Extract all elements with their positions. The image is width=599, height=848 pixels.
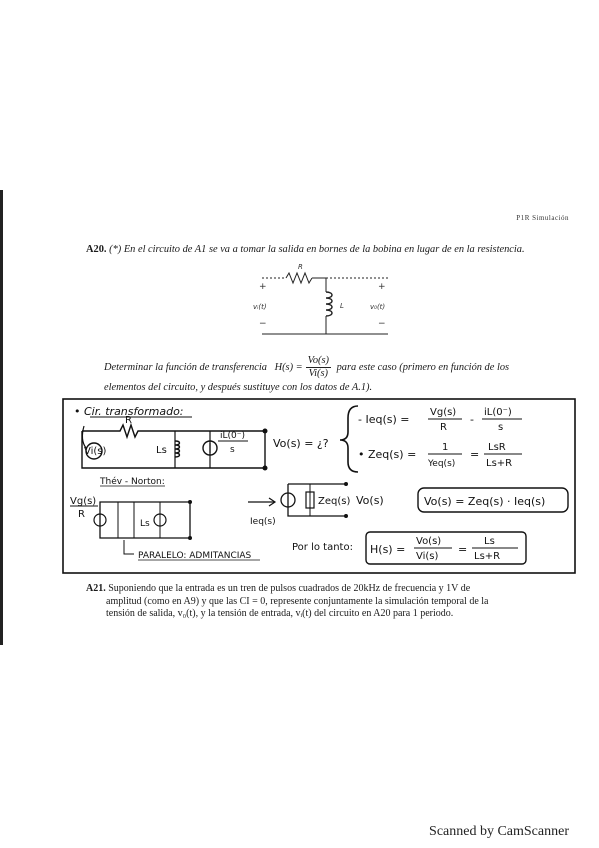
terminal-dot [188, 536, 192, 540]
ieq-den1: R [440, 422, 447, 433]
norton-circuit [94, 500, 192, 554]
h-fraction [306, 355, 331, 380]
r-label: R [298, 263, 303, 271]
vin-label: vᵢ(t) [253, 303, 267, 311]
output-plus: + [378, 282, 386, 292]
zeq-eq: = [470, 448, 480, 461]
terminal-dot [263, 429, 268, 434]
page-header: P1R Simulación [516, 214, 569, 222]
problem-number: A21. [86, 583, 106, 594]
ls-label: Ls [156, 445, 167, 456]
zeq-den2: Ls+R [486, 458, 513, 469]
ieq-label: Ieq(s) [250, 517, 276, 527]
zeq-num2: LsR [488, 442, 506, 453]
vout-label: v₀(t) [370, 303, 386, 311]
h-result-den1: Vi(s) [416, 551, 439, 562]
det-line2: elementos del circuito, y después sustituye con los datos de A.1). [104, 382, 373, 393]
h-result-num1: Vo(s) [416, 536, 442, 547]
transformed-circuit [82, 415, 329, 471]
h-denominator: Vi(s) [308, 368, 329, 379]
vi-label: Vi(s) [84, 446, 107, 457]
terminal-dot [344, 514, 348, 518]
ieq-num2: iL(0⁻) [484, 407, 512, 418]
equation-brace [340, 406, 358, 472]
a21-line2: amplitud (como en A9) y que las CI = 0, represente conjuntamente la simulación temporal de la [106, 595, 489, 607]
paralelo-admitancias: PARALELO: ADMITANCIAS [138, 551, 252, 561]
zeq-lhs: • Zeq(s) = [358, 448, 417, 461]
wire-top-mid [312, 278, 326, 292]
a21-line3: tensión de salida, v₀(t), y la tensión de entrada, vᵢ(t) del circuito en A20 para 1 periodo. [106, 608, 454, 619]
input-minus: − [259, 319, 267, 329]
ieq-lhs: - Ieq(s) = [358, 413, 410, 426]
il-denominator: s [230, 445, 235, 455]
il-numerator: iL(0⁻) [220, 431, 246, 441]
inductor-symbol [326, 292, 332, 316]
terminal-dot [263, 466, 268, 471]
terminal-dot [188, 500, 192, 504]
r-label-hand: R [125, 415, 132, 426]
l-label: L [340, 302, 344, 310]
hand-stroke [82, 426, 86, 448]
por-lo-tanto: Por lo tanto: [292, 542, 353, 553]
problem-a21 [86, 583, 573, 621]
ls-small-label: Ls [140, 519, 150, 529]
det-prefix: Determinar la función de transferencia [104, 361, 267, 373]
problem-a20 [86, 243, 573, 257]
input-plus: + [259, 282, 267, 292]
problem-number: A20. [86, 244, 107, 255]
camscanner-watermark: Scanned by CamScanner [429, 824, 569, 839]
det-suffix: para este caso (primero en función de los [336, 361, 510, 373]
zeq-label: Zeq(s) [318, 496, 351, 507]
vo-label-2: Vo(s) [356, 494, 384, 507]
rl-circuit-diagram [250, 262, 400, 344]
scan-edge-shadow [0, 190, 3, 645]
vg-label: Vg(s) [70, 496, 97, 507]
ieq-num1: Vg(s) [430, 407, 457, 418]
h-result-eq: = [458, 543, 468, 556]
problem-statement: (*) En el circuito de A1 se va a tomar la salida en bornes de la bobina en lugar de en la resistencia. [109, 244, 525, 255]
r-small-label: R [78, 509, 85, 520]
h-result-den2: Ls+R [474, 551, 501, 562]
thev-norton-label: Thév - Norton: [100, 477, 165, 487]
zeq-num1: 1 [442, 442, 449, 453]
paralelo-pointer [124, 540, 134, 554]
ieq-den2: s [498, 422, 504, 433]
transfer-function-statement [86, 355, 573, 395]
h-result-lhs: H(s) = [370, 543, 406, 556]
h-lhs: H(s) = [274, 361, 303, 373]
vo-question: Vo(s) = ¿? [273, 437, 329, 450]
zeq-den1: Yeq(s) [428, 459, 456, 469]
inductor-ls-symbol [175, 441, 180, 457]
output-minus: − [378, 319, 386, 329]
vo-result: Vo(s) = Zeq(s) · Ieq(s) [424, 495, 546, 508]
handwritten-solution [60, 396, 580, 578]
circuit-transformed-title: • Cir. transformado: [74, 405, 184, 418]
h-numerator: Vo(s) [307, 355, 329, 366]
resistor-symbol [286, 273, 312, 283]
ieq-minus: - [470, 413, 474, 426]
terminal-dot [344, 482, 348, 486]
h-result-num2: Ls [484, 536, 495, 547]
a21-line1: Suponiendo que la entrada es un tren de pulsos cuadrados de 20kHz de frecuencia y 1V de [108, 583, 471, 594]
